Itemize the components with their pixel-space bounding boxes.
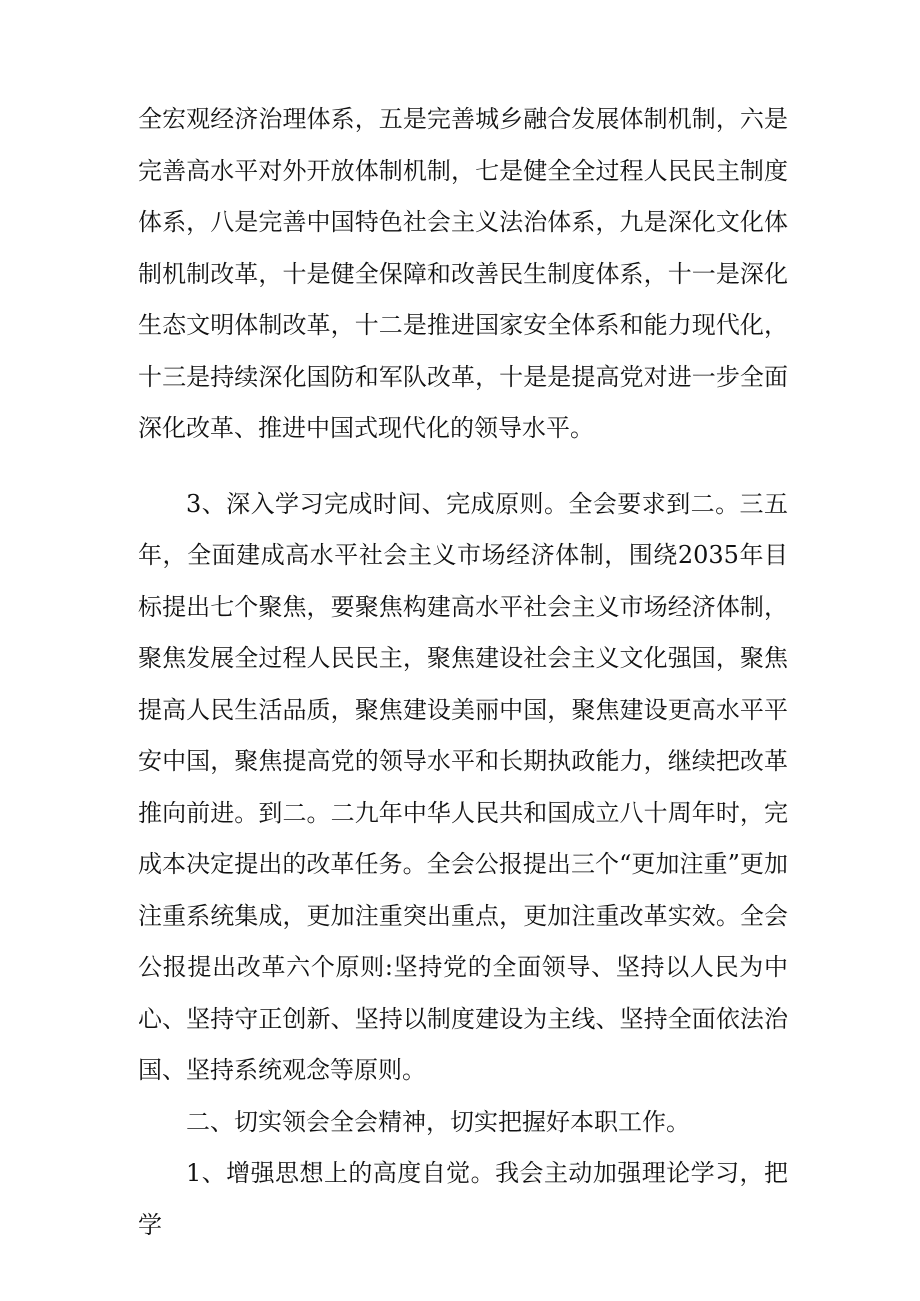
paragraph-continuation: 全宏观经济治理体系，五是完善城乡融合发展体制机制，六是完善高水平对外开放体制机制，七是健全全过程人民民主制度体系，八是完善中国特色社会主义法治体系，九是深化文化体制机制改革，十是健全保障和改善民生制度体系，十一是深化生态文明体制改革，十二是推进国家安全体系和能力现代化，十三是持续深化国防和军队改革，十是是提高党对进一步全面深化改革、推进中国式现代化的领导水平。 (138, 105, 788, 442)
paragraph-section-3: 3、深入学习完成时间、完成原则。全会要求到二。三五年，全面建成高水平社会主义市场经济体制，围绕2035年目标提出七个聚焦，要聚焦构建高水平社会主义市场经济体制，聚焦发展全过程人民民主，聚焦建设社会主义文化强国，聚焦提高人民生活品质，聚焦建设美丽中国，聚焦建设更高水平平安中国，聚焦提高党的领导水平和长期执政能力，继续把改革推向前进。到二。二九年中华人民共和国成立八十周年时，完成本决定提出的改革任务。全会公报提出三个“更加注重”更加注重系统集成，更加注重突出重点，更加注重改革实效。全会公报提出改革六个原则:坚持党的全面领导、坚持以人民为中心、坚持守正创新、坚持以制度建设为主线、坚持全面依法治国、坚持系统观念等原则。 (138, 489, 788, 1084)
heading-section-two: 二、切实领会全会精神，切实把握好本职工作。 (186, 1107, 690, 1136)
document-body (138, 94, 788, 1251)
paragraph-section-1: 1、增强思想上的高度自觉。我会主动加强理论学习，把学 (138, 1159, 788, 1239)
